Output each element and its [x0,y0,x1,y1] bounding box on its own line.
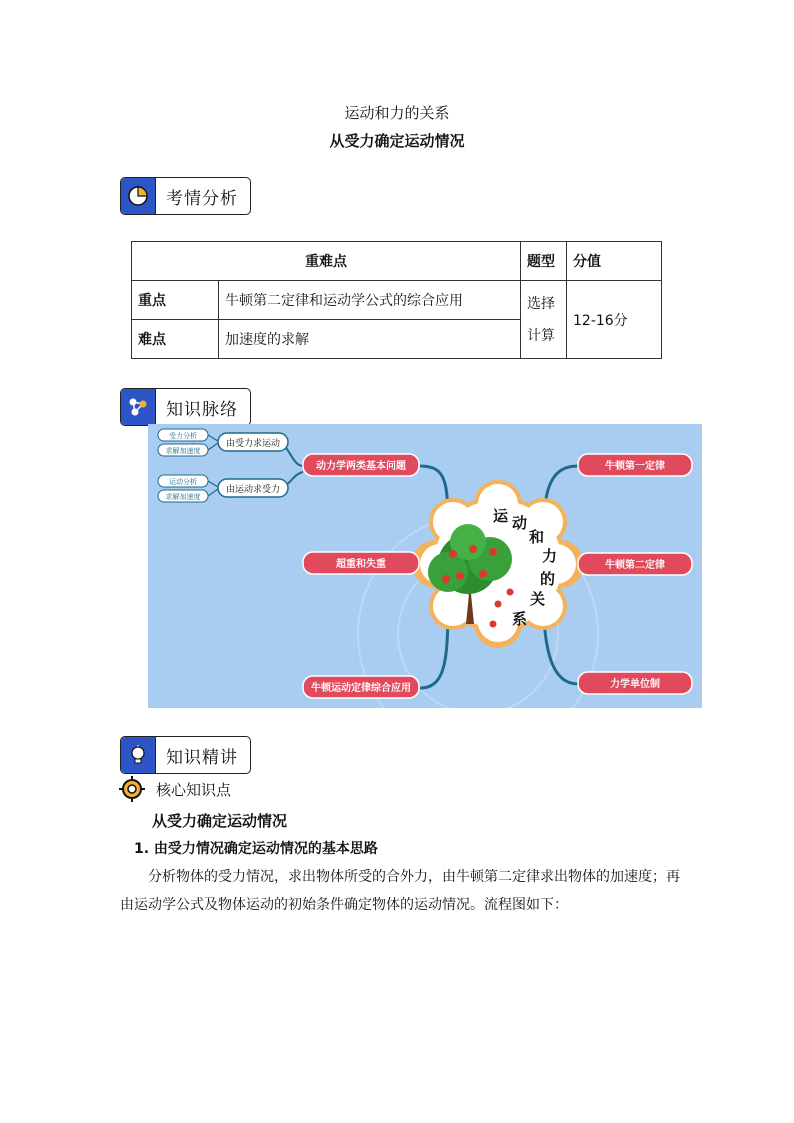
table-header-score: 分值 [567,242,662,281]
mind-map [148,424,702,708]
target-icon [118,775,146,803]
mindmap-node-right-2: 牛顿第二定律 [605,560,665,571]
type-line-1: 选择 [527,295,555,312]
mindmap-node-right-3: 力学单位制 [610,679,660,690]
section-header-analysis [120,177,251,215]
content-subheading: 1. 由受力情况确定运动情况的基本思路 [134,841,378,857]
center-char: 动 [512,514,528,532]
lightbulb-icon [121,737,156,773]
section-label-knowledge: 知识脉络 [166,399,238,420]
center-char: 和 [529,528,545,546]
page-subtitle: 从受力确定运动情况 [329,132,465,150]
mindmap-node-left-2: 超重和失重 [336,559,386,570]
table-row-hard-label: 难点 [132,320,219,359]
network-icon [121,389,156,425]
analysis-table [131,241,662,359]
section-label-lecture: 知识精讲 [166,747,238,768]
table-row-key-label: 重点 [132,281,219,320]
mindmap-leaf: 求解加速度 [165,493,201,501]
table-score-cell: 12-16分 [567,281,662,359]
table-row-key-text: 牛顿第二定律和运动学公式的综合应用 [219,281,521,320]
type-line-2: 计算 [527,327,555,344]
center-char: 运 [493,507,509,525]
mindmap-sub-node-2: 由运动求受力 [225,485,281,495]
content-heading: 从受力确定运动情况 [152,812,288,830]
center-char: 关 [530,590,546,608]
table-header-type: 题型 [521,242,567,281]
mindmap-leaf: 求解加速度 [165,447,201,455]
section-header-knowledge [120,388,251,426]
section-label-analysis: 考情分析 [166,188,238,209]
pie-chart-icon [121,178,156,214]
mindmap-node-right-1: 牛顿第一定律 [605,461,665,472]
table-type-cell [521,281,567,359]
center-char: 的 [540,570,556,588]
table-header-difficulty: 重难点 [132,242,521,281]
center-char: 力 [542,547,558,565]
core-knowledge-heading [118,775,231,803]
core-knowledge-label: 核心知识点 [156,780,232,799]
content-paragraph: 分析物体的受力情况，求出物体所受的合外力，由牛顿第二定律求出物体的加速度；再由运动学公式及物体运动的初始条件确定物体的运动情况。流程图如下： [120,869,680,913]
mindmap-leaf: 受力分析 [169,432,197,440]
page-title: 运动和力的关系 [344,104,450,122]
section-header-lecture [120,736,251,774]
mindmap-node-left-1: 动力学两类基本问题 [316,461,406,472]
mindmap-sub-node-1: 由受力求运动 [225,439,281,449]
mindmap-leaf: 运动分析 [169,478,197,486]
table-row-hard-text: 加速度的求解 [219,320,521,359]
center-char: 系 [512,610,528,628]
mindmap-node-left-3: 牛顿运动定律综合应用 [311,683,411,694]
